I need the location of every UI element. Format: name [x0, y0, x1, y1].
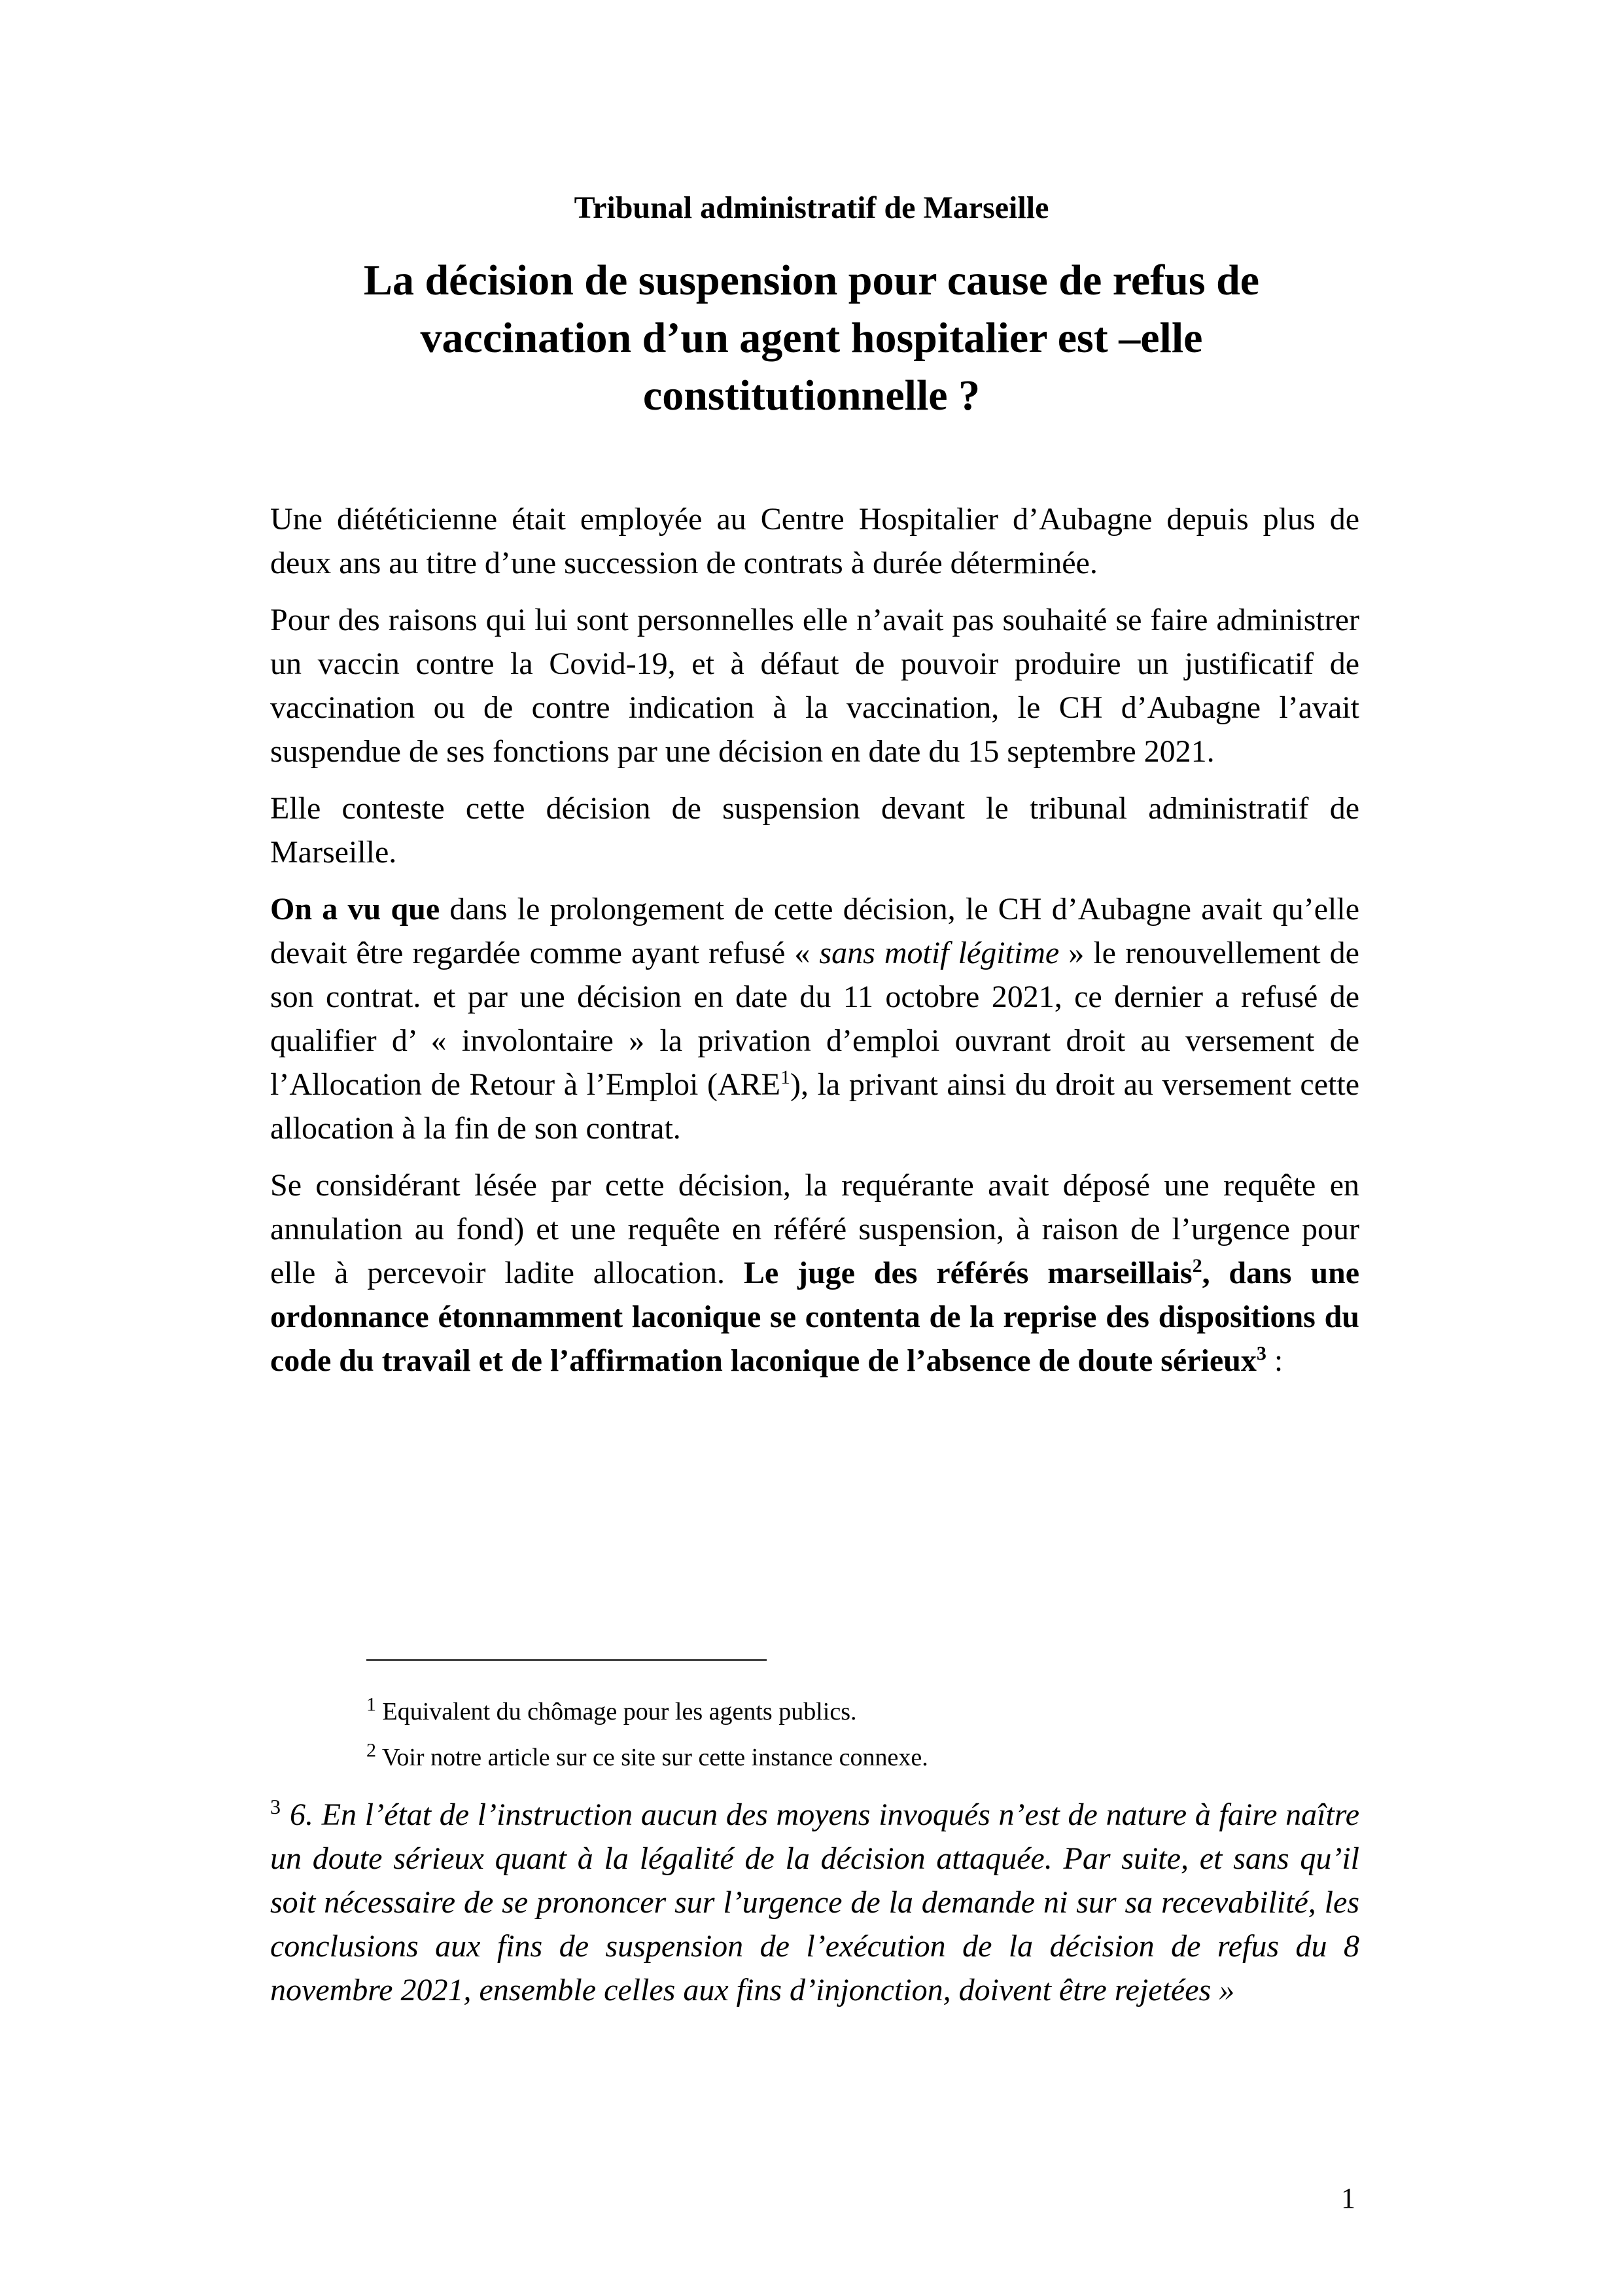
- paragraph-referral: [270, 1163, 1359, 1383]
- footnote-mark: 1: [366, 1693, 376, 1716]
- title-line: constitutionnelle ?: [642, 372, 981, 419]
- text-segment: :: [1266, 1343, 1283, 1378]
- footnote-quote: 6. En l’état de l’instruction aucun des moyens invoqués n’est de nature à faire naître un doute sérieux quant à la légalité de la décision attaquée. Par suite, et sans qu’il soit nécessaire de se prononcer sur l’urgence de la demande ni sur sa recevabilité, les conclusions aux fins de suspension de l’exécution de la décision de refus du 8 novembre 2021, ensemble celles aux fins d’injonction, doivent être rejetées »: [270, 1797, 1359, 2007]
- paragraph-contest: Elle conteste cette décision de suspension devant le tribunal administratif de Marseille.: [270, 791, 1359, 870]
- footnote-ref-1[interactable]: 1: [780, 1067, 790, 1088]
- paragraph-renewal: [270, 887, 1359, 1150]
- title-line: vaccination d’un agent hospitalier est –elle: [420, 314, 1203, 362]
- text-segment: dans le prolongement de cette décision, le CH d’Aubagne avait qu’elle devait être regardée comme ayant refusé «: [270, 892, 1360, 970]
- bold-lead: On a vu que: [270, 892, 440, 927]
- document-title: [0, 252, 1623, 425]
- paragraph-intro: Une diététicienne était employée au Centre Hospitalier d’Aubagne depuis plus de deux ans au titre d’une succession de contrats à durée déterminée.: [270, 502, 1359, 580]
- title-line: La décision de suspension pour cause de refus de: [363, 256, 1260, 304]
- footnote-3: [270, 1793, 1359, 2012]
- bold-segment: , dans une ordonnance étonnamment laconique se contenta de la reprise des dispositions du code du travail et de l’affirmation laconique de l’absence de doute sérieux: [270, 1256, 1360, 1378]
- footnote-2: [366, 1739, 928, 1773]
- court-heading: Tribunal administratif de Marseille: [574, 190, 1049, 225]
- body-text: [270, 497, 1359, 1396]
- text-segment: Se considérant lésée par cette décision, la requérante avait déposé une requête en annulation au fond) et une requête en référé suspension, à raison de l’urgence pour elle à percevoir ladite allocation.: [270, 1168, 1359, 1290]
- footnote-mark: 3: [270, 1795, 281, 1818]
- text-segment: ), la privant ainsi du droit au versement cette allocation à la fin de son contrat.: [270, 1067, 1359, 1146]
- footnote-ref-3[interactable]: 3: [1256, 1343, 1266, 1364]
- paragraph-suspension: Pour des raisons qui lui sont personnelles elle n’avait pas souhaité se faire administrer un vaccin contre la Covid-19, et à défaut de pouvoir produire un justificatif de vaccination ou de contre indication à la vaccination, le CH d’Aubagne l’avait suspendue de ses fonctions par une décision en date du 15 septembre 2021.: [270, 603, 1359, 769]
- footnote-mark: 2: [366, 1739, 376, 1761]
- page-number: 1: [1341, 2182, 1355, 2214]
- footnote-text: Equivalent du chômage pour les agents publics.: [376, 1698, 857, 1725]
- footnote-divider: [366, 1659, 767, 1661]
- text-segment: » le renouvellement de son contrat. et par une décision en date du 11 octobre 2021, ce dernier a refusé de qualifier d’ « involontaire » la privation d’emploi ouvrant droit au versement de l’Allocation de Retour à l’Emploi (ARE: [270, 936, 1359, 1102]
- footnote-1: [366, 1693, 857, 1727]
- footnote-text: Voir notre article sur ce site sur cette instance connexe.: [376, 1744, 928, 1771]
- italic-quote: sans motif légitime: [819, 936, 1060, 970]
- footnote-ref-2[interactable]: 2: [1192, 1255, 1202, 1277]
- bold-segment: Le juge des référés marseillais: [743, 1256, 1193, 1290]
